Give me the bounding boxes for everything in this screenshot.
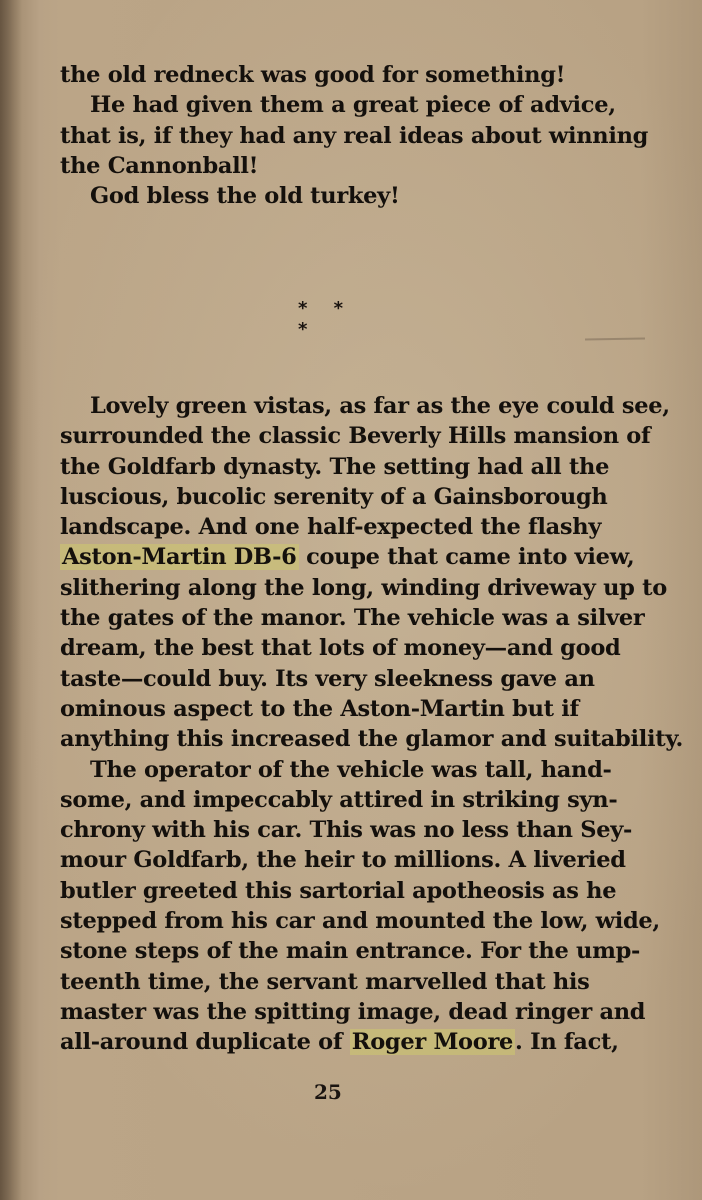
text-line: teenth time, the servant marvelled that his bbox=[60, 968, 590, 995]
section-1-text bbox=[60, 60, 649, 211]
text-line: stepped from his car and mounted the low, wide, bbox=[60, 908, 660, 935]
text-line: that is, if they had any real ideas about winning bbox=[60, 122, 649, 149]
section-2-text bbox=[60, 391, 684, 1058]
text-line bbox=[60, 1027, 630, 1057]
text-line: The operator of the vehicle was tall, hand- bbox=[90, 756, 612, 783]
text-line: dream, the best that lots of money—and good bbox=[60, 635, 621, 662]
text-line: the Goldfarb dynasty. The setting had all the bbox=[60, 453, 610, 480]
text-fragment: all-around duplicate of bbox=[60, 1029, 350, 1056]
highlighted-car-name: Aston-Martin DB-6 bbox=[62, 544, 297, 571]
text-line: some, and impeccably attired in striking syn- bbox=[60, 786, 618, 813]
text-line: Lovely green vistas, as far as the eye could see, bbox=[90, 393, 670, 419]
text-line: mour Goldfarb, the heir to millions. A liveried bbox=[60, 847, 626, 874]
text-line: God bless the old turkey! bbox=[90, 183, 400, 210]
text-line: butler greeted this sartorial apotheosis as he bbox=[60, 877, 617, 904]
text-line: taste—could buy. Its very sleekness gave an bbox=[60, 665, 595, 692]
text-line: the old redneck was good for something! bbox=[60, 62, 566, 88]
page-number: 25 bbox=[314, 1080, 342, 1104]
text-line: ominous aspect to the Aston-Martin but if bbox=[60, 695, 579, 722]
text-fragment: . In fact, bbox=[515, 1029, 619, 1056]
spine-shadow bbox=[0, 0, 22, 1200]
text-line: anything this increased the glamor and suitability. bbox=[60, 726, 684, 753]
text-line: He had given them a great piece of advice, bbox=[90, 92, 616, 119]
text-line: master was the spitting image, dead ringer and bbox=[60, 998, 646, 1025]
text-line: the Cannonball! bbox=[60, 152, 259, 179]
text-line: slithering along the long, winding driveway up to bbox=[60, 574, 667, 601]
text-line: the gates of the manor. The vehicle was a silver bbox=[60, 605, 645, 632]
page-smudge bbox=[585, 337, 645, 340]
section-separator: * * * bbox=[298, 298, 354, 340]
text-line: landscape. And one half-expected the flashy bbox=[60, 514, 602, 541]
text-line: luscious, bucolic serenity of a Gainsborough bbox=[60, 483, 608, 510]
text-fragment: coupe that came into view, bbox=[298, 544, 635, 571]
highlighted-name: Roger Moore bbox=[351, 1029, 514, 1056]
text-line: chrony with his car. This was no less than Sey- bbox=[60, 817, 633, 844]
text-line: surrounded the classic Beverly Hills mansion of bbox=[60, 423, 651, 450]
text-line: stone steps of the main entrance. For the ump- bbox=[60, 938, 641, 965]
text-line bbox=[60, 542, 635, 572]
